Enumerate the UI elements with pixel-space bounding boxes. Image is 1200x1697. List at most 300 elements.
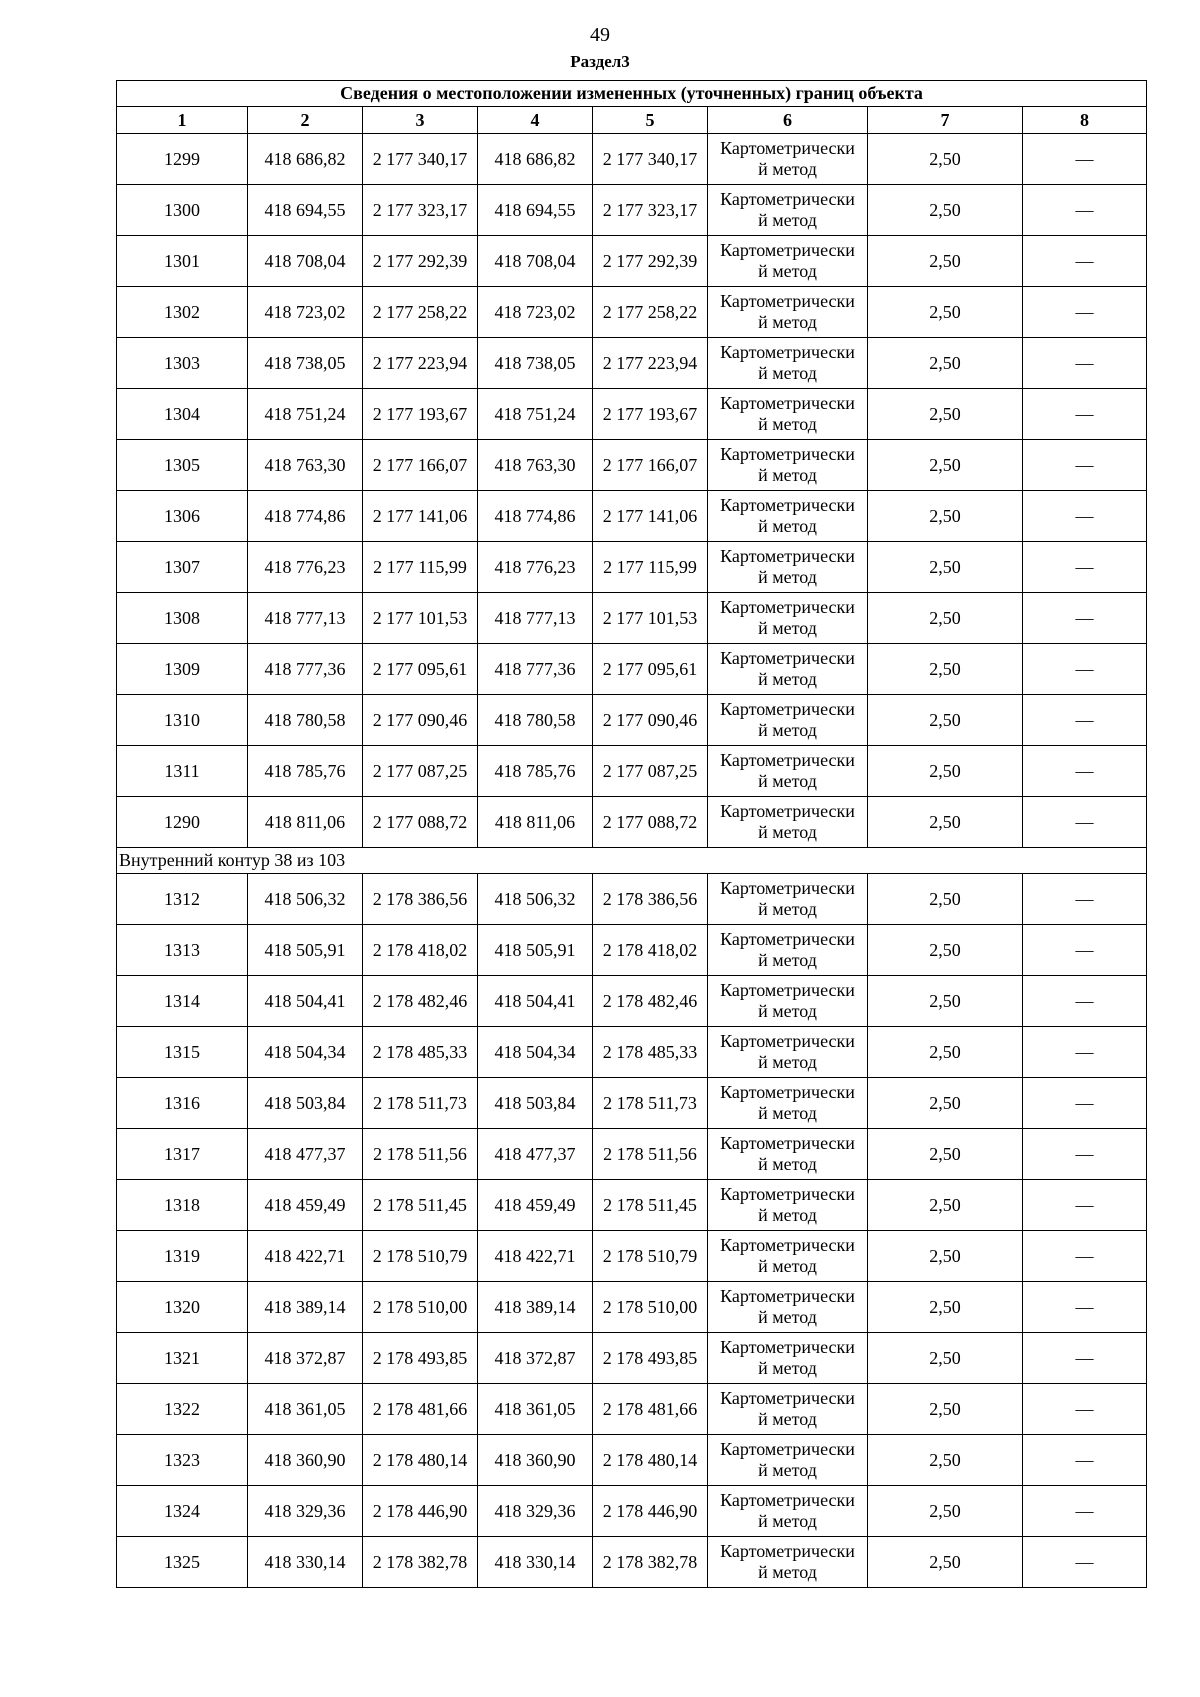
table-row [117, 976, 1147, 1027]
y-old-cell: 2 178 382,78 [363, 1537, 478, 1588]
method-line: й метод [758, 210, 817, 230]
y-new-cell: 2 178 481,66 [593, 1384, 708, 1435]
point-number-cell: 1305 [117, 440, 248, 491]
column-header: 4 [478, 107, 593, 134]
x-new-cell: 418 774,86 [478, 491, 593, 542]
point-number-cell: 1310 [117, 695, 248, 746]
method-line: й метод [758, 1256, 817, 1276]
method-line: Картометрически [720, 648, 855, 668]
note-cell: — [1023, 695, 1147, 746]
method-line: й метод [758, 363, 817, 383]
point-number-cell: 1301 [117, 236, 248, 287]
y-old-cell: 2 178 481,66 [363, 1384, 478, 1435]
page-number: 49 [590, 24, 610, 46]
y-old-cell: 2 178 418,02 [363, 925, 478, 976]
x-old-cell: 418 506,32 [248, 874, 363, 925]
y-old-cell: 2 177 087,25 [363, 746, 478, 797]
x-new-cell: 418 777,36 [478, 644, 593, 695]
x-new-cell: 418 360,90 [478, 1435, 593, 1486]
point-number-cell: 1299 [117, 134, 248, 185]
contour-label-row [117, 848, 1147, 874]
method-cell [708, 1078, 868, 1129]
method-line: й метод [758, 1052, 817, 1072]
y-old-cell: 2 178 386,56 [363, 874, 478, 925]
y-new-cell: 2 177 258,22 [593, 287, 708, 338]
accuracy-cell: 2,50 [868, 1435, 1023, 1486]
method-line: й метод [758, 1562, 817, 1582]
x-new-cell: 418 751,24 [478, 389, 593, 440]
table-row [117, 1486, 1147, 1537]
point-number-cell: 1313 [117, 925, 248, 976]
accuracy-cell: 2,50 [868, 1486, 1023, 1537]
note-cell: — [1023, 1537, 1147, 1588]
method-cell [708, 1282, 868, 1333]
table-body [117, 134, 1147, 1588]
method-line: Картометрически [720, 444, 855, 464]
method-line: й метод [758, 1001, 817, 1021]
accuracy-cell: 2,50 [868, 389, 1023, 440]
accuracy-cell: 2,50 [868, 1027, 1023, 1078]
table-row [117, 1537, 1147, 1588]
x-new-cell: 418 330,14 [478, 1537, 593, 1588]
y-new-cell: 2 178 446,90 [593, 1486, 708, 1537]
method-line: й метод [758, 950, 817, 970]
method-cell [708, 874, 868, 925]
accuracy-cell: 2,50 [868, 1537, 1023, 1588]
accuracy-cell: 2,50 [868, 644, 1023, 695]
method-line: Картометрически [720, 1337, 855, 1357]
method-line: Картометрически [720, 750, 855, 770]
table-row [117, 695, 1147, 746]
x-new-cell: 418 708,04 [478, 236, 593, 287]
method-line: Картометрически [720, 495, 855, 515]
point-number-cell: 1321 [117, 1333, 248, 1384]
point-number-cell: 1315 [117, 1027, 248, 1078]
accuracy-cell: 2,50 [868, 1180, 1023, 1231]
x-new-cell: 418 694,55 [478, 185, 593, 236]
table-row [117, 440, 1147, 491]
y-new-cell: 2 177 088,72 [593, 797, 708, 848]
note-cell: — [1023, 1129, 1147, 1180]
method-cell [708, 287, 868, 338]
x-new-cell: 418 477,37 [478, 1129, 593, 1180]
note-cell: — [1023, 1078, 1147, 1129]
method-line: Картометрически [720, 699, 855, 719]
table-row [117, 1027, 1147, 1078]
x-new-cell: 418 763,30 [478, 440, 593, 491]
x-new-cell: 418 361,05 [478, 1384, 593, 1435]
note-cell: — [1023, 542, 1147, 593]
accuracy-cell: 2,50 [868, 440, 1023, 491]
table-row [117, 1333, 1147, 1384]
method-cell [708, 1435, 868, 1486]
x-new-cell: 418 780,58 [478, 695, 593, 746]
table-row [117, 185, 1147, 236]
y-new-cell: 2 177 166,07 [593, 440, 708, 491]
method-line: Картометрически [720, 1235, 855, 1255]
y-new-cell: 2 178 510,79 [593, 1231, 708, 1282]
method-line: й метод [758, 414, 817, 434]
x-old-cell: 418 330,14 [248, 1537, 363, 1588]
method-line: й метод [758, 1205, 817, 1225]
note-cell: — [1023, 593, 1147, 644]
y-old-cell: 2 178 511,73 [363, 1078, 478, 1129]
method-line: Картометрически [720, 1082, 855, 1102]
y-new-cell: 2 177 087,25 [593, 746, 708, 797]
y-new-cell: 2 178 510,00 [593, 1282, 708, 1333]
y-old-cell: 2 178 511,56 [363, 1129, 478, 1180]
table-row [117, 287, 1147, 338]
x-new-cell: 418 389,14 [478, 1282, 593, 1333]
x-new-cell: 418 723,02 [478, 287, 593, 338]
method-line: Картометрически [720, 980, 855, 1000]
point-number-cell: 1306 [117, 491, 248, 542]
method-line: й метод [758, 771, 817, 791]
method-cell [708, 1027, 868, 1078]
x-old-cell: 418 774,86 [248, 491, 363, 542]
x-new-cell: 418 506,32 [478, 874, 593, 925]
method-cell [708, 1129, 868, 1180]
x-new-cell: 418 372,87 [478, 1333, 593, 1384]
x-new-cell: 418 504,41 [478, 976, 593, 1027]
accuracy-cell: 2,50 [868, 746, 1023, 797]
method-line: Картометрически [720, 393, 855, 413]
point-number-cell: 1290 [117, 797, 248, 848]
method-cell [708, 185, 868, 236]
y-old-cell: 2 178 485,33 [363, 1027, 478, 1078]
point-number-cell: 1320 [117, 1282, 248, 1333]
x-new-cell: 418 459,49 [478, 1180, 593, 1231]
method-cell [708, 925, 868, 976]
x-old-cell: 418 694,55 [248, 185, 363, 236]
x-old-cell: 418 505,91 [248, 925, 363, 976]
method-line: й метод [758, 1460, 817, 1480]
note-cell: — [1023, 287, 1147, 338]
x-old-cell: 418 763,30 [248, 440, 363, 491]
x-new-cell: 418 738,05 [478, 338, 593, 389]
method-cell [708, 976, 868, 1027]
y-old-cell: 2 177 101,53 [363, 593, 478, 644]
y-old-cell: 2 177 095,61 [363, 644, 478, 695]
accuracy-cell: 2,50 [868, 593, 1023, 644]
y-new-cell: 2 178 511,56 [593, 1129, 708, 1180]
y-old-cell: 2 177 258,22 [363, 287, 478, 338]
column-header-row [117, 107, 1147, 134]
method-cell [708, 542, 868, 593]
method-line: й метод [758, 1409, 817, 1429]
table-row [117, 491, 1147, 542]
method-line: й метод [758, 1307, 817, 1327]
note-cell: — [1023, 874, 1147, 925]
method-cell [708, 644, 868, 695]
accuracy-cell: 2,50 [868, 338, 1023, 389]
table-row [117, 1282, 1147, 1333]
note-cell: — [1023, 976, 1147, 1027]
accuracy-cell: 2,50 [868, 1129, 1023, 1180]
point-number-cell: 1307 [117, 542, 248, 593]
method-line: й метод [758, 720, 817, 740]
x-old-cell: 418 372,87 [248, 1333, 363, 1384]
method-line: Картометрически [720, 1286, 855, 1306]
method-line: й метод [758, 1358, 817, 1378]
y-new-cell: 2 178 482,46 [593, 976, 708, 1027]
table-row [117, 874, 1147, 925]
y-new-cell: 2 178 480,14 [593, 1435, 708, 1486]
method-line: Картометрически [720, 878, 855, 898]
method-line: й метод [758, 822, 817, 842]
section-title: Раздел3 [570, 52, 630, 71]
point-number-cell: 1311 [117, 746, 248, 797]
point-number-cell: 1308 [117, 593, 248, 644]
method-line: й метод [758, 669, 817, 689]
method-line: Картометрически [720, 240, 855, 260]
column-header: 6 [708, 107, 868, 134]
point-number-cell: 1302 [117, 287, 248, 338]
method-cell [708, 1486, 868, 1537]
y-new-cell: 2 178 382,78 [593, 1537, 708, 1588]
accuracy-cell: 2,50 [868, 1333, 1023, 1384]
accuracy-cell: 2,50 [868, 1231, 1023, 1282]
method-cell [708, 746, 868, 797]
x-old-cell: 418 503,84 [248, 1078, 363, 1129]
method-cell [708, 1231, 868, 1282]
method-line: Картометрически [720, 342, 855, 362]
table-caption: Сведения о местоположении измененных (уточненных) границ объекта [117, 81, 1147, 107]
x-old-cell: 418 785,76 [248, 746, 363, 797]
method-line: й метод [758, 1154, 817, 1174]
x-old-cell: 418 751,24 [248, 389, 363, 440]
x-new-cell: 418 503,84 [478, 1078, 593, 1129]
method-line: й метод [758, 567, 817, 587]
x-old-cell: 418 459,49 [248, 1180, 363, 1231]
table-row [117, 1231, 1147, 1282]
method-line: Картометрически [720, 1133, 855, 1153]
table-row [117, 1435, 1147, 1486]
y-old-cell: 2 177 323,17 [363, 185, 478, 236]
table-row [117, 1384, 1147, 1435]
point-number-cell: 1325 [117, 1537, 248, 1588]
y-old-cell: 2 177 090,46 [363, 695, 478, 746]
column-header: 8 [1023, 107, 1147, 134]
y-new-cell: 2 177 340,17 [593, 134, 708, 185]
method-line: Картометрически [720, 1490, 855, 1510]
y-new-cell: 2 178 418,02 [593, 925, 708, 976]
note-cell: — [1023, 925, 1147, 976]
accuracy-cell: 2,50 [868, 797, 1023, 848]
accuracy-cell: 2,50 [868, 1384, 1023, 1435]
x-old-cell: 418 504,34 [248, 1027, 363, 1078]
method-line: Картометрически [720, 1541, 855, 1561]
x-new-cell: 418 329,36 [478, 1486, 593, 1537]
y-old-cell: 2 177 166,07 [363, 440, 478, 491]
x-old-cell: 418 811,06 [248, 797, 363, 848]
table-row [117, 1180, 1147, 1231]
point-number-cell: 1303 [117, 338, 248, 389]
accuracy-cell: 2,50 [868, 976, 1023, 1027]
point-number-cell: 1309 [117, 644, 248, 695]
table-row [117, 1129, 1147, 1180]
point-number-cell: 1300 [117, 185, 248, 236]
method-line: й метод [758, 261, 817, 281]
x-new-cell: 418 776,23 [478, 542, 593, 593]
x-old-cell: 418 504,41 [248, 976, 363, 1027]
note-cell: — [1023, 1333, 1147, 1384]
y-old-cell: 2 177 088,72 [363, 797, 478, 848]
table-row [117, 1078, 1147, 1129]
note-cell: — [1023, 1486, 1147, 1537]
x-new-cell: 418 785,76 [478, 746, 593, 797]
y-old-cell: 2 178 482,46 [363, 976, 478, 1027]
point-number-cell: 1318 [117, 1180, 248, 1231]
y-old-cell: 2 178 510,00 [363, 1282, 478, 1333]
point-number-cell: 1319 [117, 1231, 248, 1282]
accuracy-cell: 2,50 [868, 236, 1023, 287]
accuracy-cell: 2,50 [868, 1282, 1023, 1333]
accuracy-cell: 2,50 [868, 287, 1023, 338]
x-old-cell: 418 389,14 [248, 1282, 363, 1333]
x-old-cell: 418 329,36 [248, 1486, 363, 1537]
method-line: й метод [758, 516, 817, 536]
method-line: й метод [758, 618, 817, 638]
table-row [117, 134, 1147, 185]
point-number-cell: 1312 [117, 874, 248, 925]
method-line: Картометрически [720, 546, 855, 566]
point-number-cell: 1324 [117, 1486, 248, 1537]
x-new-cell: 418 777,13 [478, 593, 593, 644]
method-line: й метод [758, 1103, 817, 1123]
method-line: й метод [758, 159, 817, 179]
note-cell: — [1023, 338, 1147, 389]
method-cell [708, 134, 868, 185]
x-old-cell: 418 686,82 [248, 134, 363, 185]
method-line: й метод [758, 312, 817, 332]
method-cell [708, 695, 868, 746]
y-new-cell: 2 178 511,45 [593, 1180, 708, 1231]
method-line: Картометрически [720, 189, 855, 209]
y-new-cell: 2 177 090,46 [593, 695, 708, 746]
accuracy-cell: 2,50 [868, 1078, 1023, 1129]
method-cell [708, 338, 868, 389]
method-line: й метод [758, 1511, 817, 1531]
method-cell [708, 236, 868, 287]
x-old-cell: 418 777,13 [248, 593, 363, 644]
method-cell [708, 440, 868, 491]
point-number-cell: 1322 [117, 1384, 248, 1435]
accuracy-cell: 2,50 [868, 491, 1023, 542]
point-number-cell: 1323 [117, 1435, 248, 1486]
point-number-cell: 1304 [117, 389, 248, 440]
y-new-cell: 2 177 115,99 [593, 542, 708, 593]
x-old-cell: 418 777,36 [248, 644, 363, 695]
x-old-cell: 418 361,05 [248, 1384, 363, 1435]
y-old-cell: 2 178 510,79 [363, 1231, 478, 1282]
method-cell [708, 389, 868, 440]
table-row [117, 542, 1147, 593]
column-header: 5 [593, 107, 708, 134]
method-cell [708, 491, 868, 542]
x-old-cell: 418 708,04 [248, 236, 363, 287]
method-line: Картометрически [720, 1439, 855, 1459]
y-old-cell: 2 177 141,06 [363, 491, 478, 542]
method-line: й метод [758, 465, 817, 485]
y-new-cell: 2 177 101,53 [593, 593, 708, 644]
accuracy-cell: 2,50 [868, 542, 1023, 593]
y-new-cell: 2 177 141,06 [593, 491, 708, 542]
method-cell [708, 797, 868, 848]
note-cell: — [1023, 1027, 1147, 1078]
point-number-cell: 1317 [117, 1129, 248, 1180]
point-number-cell: 1314 [117, 976, 248, 1027]
note-cell: — [1023, 440, 1147, 491]
note-cell: — [1023, 185, 1147, 236]
method-line: Картометрически [720, 1184, 855, 1204]
accuracy-cell: 2,50 [868, 874, 1023, 925]
note-cell: — [1023, 134, 1147, 185]
table-row [117, 338, 1147, 389]
column-header: 1 [117, 107, 248, 134]
note-cell: — [1023, 1180, 1147, 1231]
y-old-cell: 2 177 292,39 [363, 236, 478, 287]
note-cell: — [1023, 1384, 1147, 1435]
note-cell: — [1023, 1231, 1147, 1282]
y-new-cell: 2 177 193,67 [593, 389, 708, 440]
table-row [117, 593, 1147, 644]
note-cell: — [1023, 644, 1147, 695]
y-old-cell: 2 177 115,99 [363, 542, 478, 593]
column-header: 3 [363, 107, 478, 134]
table-row [117, 644, 1147, 695]
x-old-cell: 418 360,90 [248, 1435, 363, 1486]
accuracy-cell: 2,50 [868, 185, 1023, 236]
y-old-cell: 2 178 493,85 [363, 1333, 478, 1384]
table-caption-row [117, 81, 1147, 107]
column-header: 2 [248, 107, 363, 134]
note-cell: — [1023, 746, 1147, 797]
method-cell [708, 1333, 868, 1384]
y-old-cell: 2 177 340,17 [363, 134, 478, 185]
x-old-cell: 418 422,71 [248, 1231, 363, 1282]
table-row [117, 925, 1147, 976]
y-new-cell: 2 177 323,17 [593, 185, 708, 236]
x-new-cell: 418 686,82 [478, 134, 593, 185]
method-cell [708, 1180, 868, 1231]
method-line: Картометрически [720, 138, 855, 158]
y-new-cell: 2 178 493,85 [593, 1333, 708, 1384]
y-new-cell: 2 177 095,61 [593, 644, 708, 695]
note-cell: — [1023, 236, 1147, 287]
accuracy-cell: 2,50 [868, 134, 1023, 185]
accuracy-cell: 2,50 [868, 925, 1023, 976]
method-line: Картометрически [720, 597, 855, 617]
y-old-cell: 2 178 446,90 [363, 1486, 478, 1537]
point-number-cell: 1316 [117, 1078, 248, 1129]
x-new-cell: 418 505,91 [478, 925, 593, 976]
x-old-cell: 418 477,37 [248, 1129, 363, 1180]
note-cell: — [1023, 389, 1147, 440]
y-new-cell: 2 178 511,73 [593, 1078, 708, 1129]
contour-label: Внутренний контур 38 из 103 [117, 848, 1147, 874]
method-line: Картометрически [720, 1388, 855, 1408]
note-cell: — [1023, 491, 1147, 542]
column-header: 7 [868, 107, 1023, 134]
x-old-cell: 418 723,02 [248, 287, 363, 338]
method-line: Картометрически [720, 1031, 855, 1051]
x-old-cell: 418 776,23 [248, 542, 363, 593]
x-new-cell: 418 504,34 [478, 1027, 593, 1078]
y-new-cell: 2 178 386,56 [593, 874, 708, 925]
method-line: й метод [758, 899, 817, 919]
table-row [117, 236, 1147, 287]
